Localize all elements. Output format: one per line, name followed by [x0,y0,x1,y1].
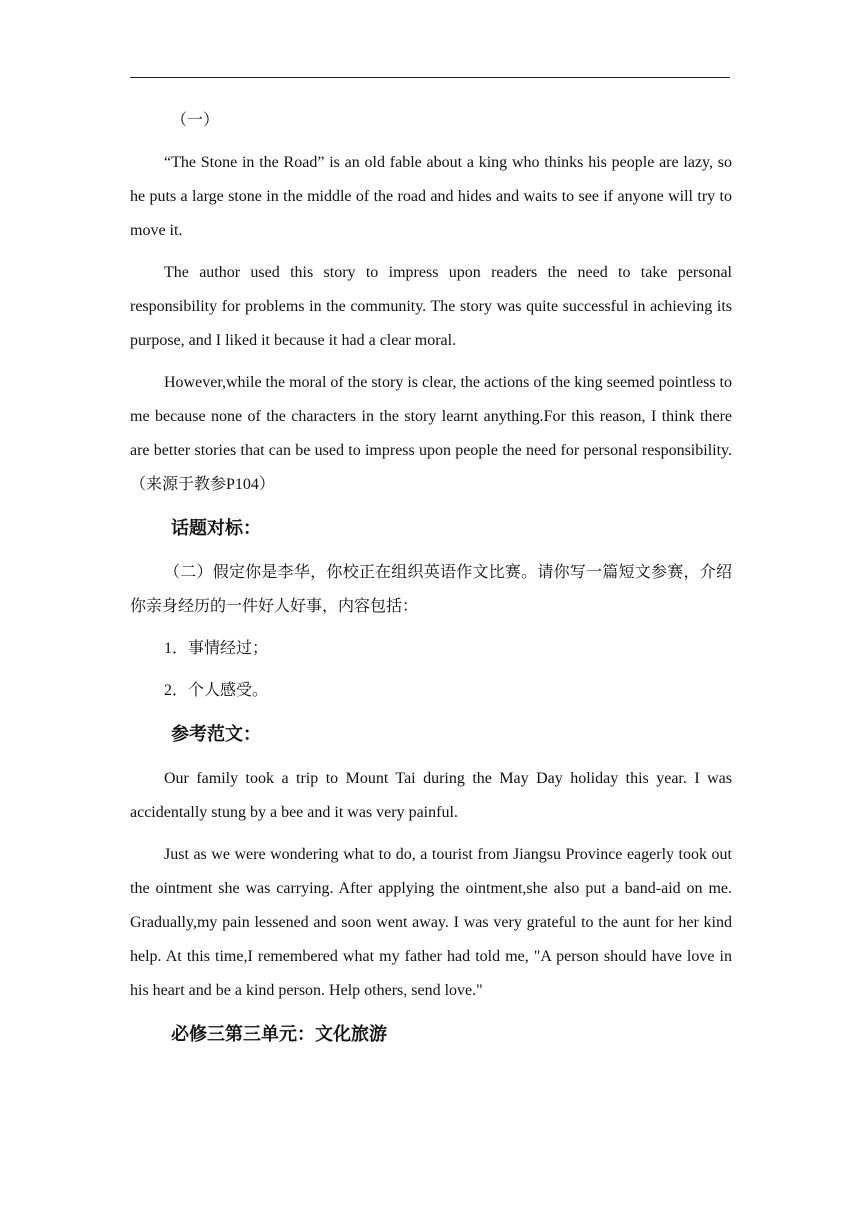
requirement-item-2: 2．个人感受。 [164,682,269,699]
requirement-item-1: 1．事情经过； [164,640,269,657]
sample-essay-paragraph-1: Our family took a trip to Mount Tai during the May Day holiday this year. I was accidentally stung by a bee and it was very painful. [130,770,732,821]
header-rule [130,77,730,78]
section-one-label: （一） [171,112,220,129]
section-two-prompt: （二）假定你是李华，你校正在组织英语作文比赛。请你写一篇短文参赛，介绍你亲身经历的一件好人好事，内容包括： [130,564,732,615]
section-one-paragraph-3: However,while the moral of the story is clear, the actions of the king seemed pointless to me because none of the characters in the story learnt anything.For this reason, I think there are better stories that can be used to impress upon people the need for personal responsibility.（来源于教参P104） [130,374,732,493]
section-one-paragraph-1: “The Stone in the Road” is an old fable about a king who thinks his people are lazy, so he puts a large stone in the middle of the road and hides and waits to see if anyone will try to move it. [130,154,732,239]
topic-heading: 话题对标： [171,518,261,539]
document-body [130,104,732,1052]
sample-heading: 参考范文： [171,724,261,745]
unit-heading: 必修三第三单元：文化旅游 [171,1024,387,1045]
section-one-paragraph-2: The author used this story to impress upon readers the need to take personal responsibility for problems in the community. The story was quite successful in achieving its purpose, and I liked it because it had a clear moral. [130,264,732,349]
sample-essay-paragraph-2: Just as we were wondering what to do, a tourist from Jiangsu Province eagerly took out the ointment she was carrying. After applying the ointment,she also put a band-aid on me. Gradually,my pain lessened and soon went away. I was very grateful to the aunt for her kind help. At this time,I remembered what my father had told me, "A person should have love in his heart and be a kind person. Help others, send love." [130,846,732,999]
